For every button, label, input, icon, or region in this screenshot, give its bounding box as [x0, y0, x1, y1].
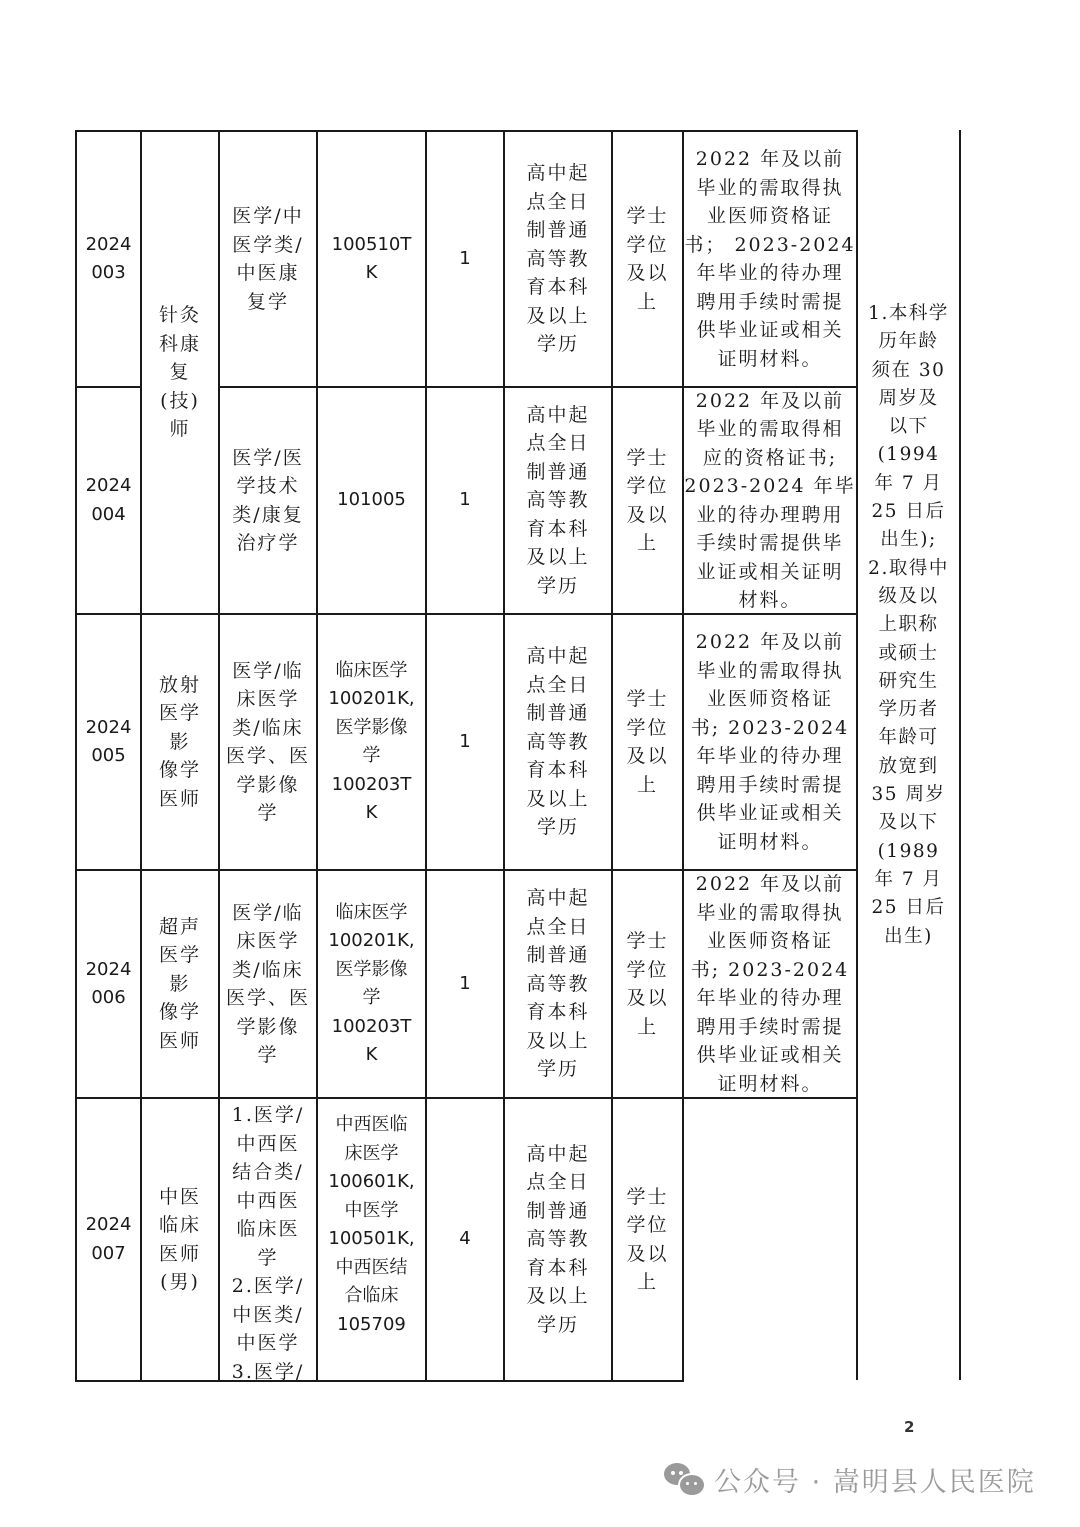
table-row-2-count: 1: [459, 489, 471, 511]
table-row-1-education: 高中起 点全日 制普通 高等教 育本科 及以上 学历: [526, 162, 590, 356]
table-row-4-code: 2024 006: [85, 958, 132, 1008]
table-row-3-count: 1: [459, 730, 471, 752]
wechat-icon: [664, 1463, 704, 1497]
table-row-1-requirement: 2022 年及以前 毕业的需取得执 业医师资格证 书； 2023-2024 年毕业的待办理 聘用手续时需提 供毕业证或相关 证明材料。: [684, 148, 856, 370]
table-row-5-position: 中医 临床 医师 (男): [158, 1185, 201, 1293]
table-row-2-major-code: 101005: [337, 489, 406, 511]
table-row-4-count: 1: [459, 972, 471, 994]
table-row-5-major-category: 1.医学/ 中西医 结合类/ 中西医 临床医 学 2.医学/ 中医类/ 中医学 3.医学/: [231, 1104, 305, 1383]
table-row-3-requirement: 2022 年及以前 毕业的需取得执 业医师资格证 书; 2023-2024 年毕业的待办理 聘用手续时需提 供毕业证或相关 证明材料。: [690, 631, 850, 853]
watermark-text: 公众号 · 嵩明县人民医院: [714, 1467, 1036, 1498]
table-row-3-major-category: 医学/临 床医学 类/临床 医学、医 学影像 学: [225, 659, 310, 824]
table-row-1-code: 2024 003: [85, 233, 132, 283]
table-row-4-position: 超声 医学 影 像学 医师: [158, 915, 201, 1052]
table-bottom-border: [75, 1380, 683, 1382]
wechat-watermark: [664, 1460, 1036, 1499]
table-row-2-requirement: 2022 年及以前 毕业的需取得相 应的资格证书; 2023-2024 年毕 业的待办理聘用 手续时需提供毕 业证或相关证明 材料。: [684, 389, 856, 611]
table-row-1-degree: 学士 学位 及以 上: [626, 205, 669, 313]
table-row-3-degree: 学士 学位 及以 上: [626, 688, 669, 796]
table-row-4-major-code: 临床医学 100201K, 医学影像 学 100203T K: [328, 901, 415, 1065]
table-row-5-education: 高中起 点全日 制普通 高等教 育本科 及以上 学历: [526, 1142, 590, 1336]
table-row-2-major-category: 医学/医 学技术 类/康复 治疗学: [232, 446, 304, 554]
table-row-4-education: 高中起 点全日 制普通 高等教 育本科 及以上 学历: [526, 887, 590, 1081]
table-row-2-code: 2024 004: [85, 475, 132, 525]
table-row-5-count: 4: [459, 1228, 471, 1250]
table-row-3-code: 2024 005: [85, 716, 132, 766]
page-number: 2: [904, 1418, 915, 1436]
table-row-5-code: 2024 007: [85, 1214, 132, 1264]
table-row-1-major-code: 100510T K: [331, 233, 412, 283]
table-row-2-degree: 学士 学位 及以 上: [626, 446, 669, 554]
col-border-9: [959, 130, 961, 1380]
table-row-1-2-position: 针灸 科康 复 (技) 师: [158, 304, 201, 441]
table-row-3-education: 高中起 点全日 制普通 高等教 育本科 及以上 学历: [526, 645, 590, 839]
table-row-3-major-code: 临床医学 100201K, 医学影像 学 100203T K: [328, 659, 415, 823]
table-row-5-major-code: 中西医临 床医学 100601K, 中医学 100501K, 中西医结 合临床 105709: [328, 1114, 415, 1335]
table-row-3-position: 放射 医学 影 像学 医师: [158, 673, 201, 810]
table-row-4-major-category: 医学/临 床医学 类/临床 医学、医 学影像 学: [225, 901, 310, 1066]
table-row-4-degree: 学士 学位 及以 上: [626, 930, 669, 1038]
table-row-2-education: 高中起 点全日 制普通 高等教 育本科 及以上 学历: [526, 403, 590, 597]
table-row-1-major-category: 医学/中 医学类/ 中医康 复学: [232, 205, 304, 313]
table-row-5-degree: 学士 学位 及以 上: [626, 1185, 669, 1293]
age-requirement-note: 1.本科学 历年龄 须在 30 周岁及 以下 (1994 年 7 月 25 日后 出生); 2.取得中 级及以 上职称 或硕士 研究生 学历者 年龄可 放宽到 35 周岁 及以下 (1989 年 7 月 25 日后 出生): [868, 303, 949, 947]
table-row-4-requirement: 2022 年及以前 毕业的需取得执 业医师资格证 书; 2023-2024 年毕业的待办理 聘用手续时需提 供毕业证或相关 证明材料。: [690, 873, 850, 1095]
table-row-1-count: 1: [459, 247, 471, 269]
